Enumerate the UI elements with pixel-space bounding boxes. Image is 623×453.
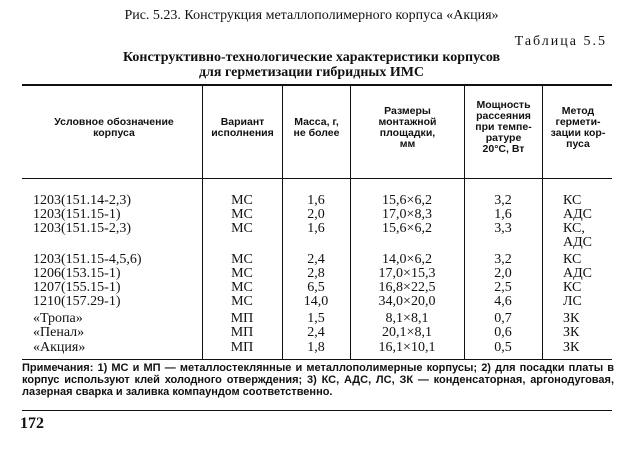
header-bottom-rule xyxy=(22,178,612,179)
page-number: 172 xyxy=(20,415,44,432)
table-row: 1203(151.15-4,5,6) МС 2,4 14,0×6,2 3,2 КС xyxy=(33,252,582,267)
table-row: 1203(151.15-2,3) МС 1,6 15,6×6,2 3,3 КС, xyxy=(33,221,585,236)
table-row: 1203(151.15-1) МС 2,0 17,0×8,3 1,6 АДС xyxy=(33,207,592,222)
table-bottom-rule xyxy=(22,359,612,360)
header-name: Условное обозначение корпуса xyxy=(54,116,174,139)
table-title xyxy=(0,50,623,80)
header-size: Размеры монтажной площадки, мм xyxy=(378,105,437,150)
notes-bottom-rule xyxy=(22,410,612,411)
table-row: 1203(151.14-2,3) МС 1,6 15,6×6,2 3,2 КС xyxy=(33,193,582,208)
header-variant: Вариант исполнения xyxy=(211,116,274,139)
figure-caption: Рис. 5.23. Конструкция металлополимерного корпуса «Акция» xyxy=(124,8,499,23)
table-row: «Акция» МП 1,8 16,1×10,1 0,5 ЗК xyxy=(33,340,580,355)
header-method: Метод гермети- зации кор- пуса xyxy=(550,105,606,150)
table-title-line-2: для герметизации гибридных ИМС xyxy=(198,65,425,80)
table-row: АДС xyxy=(563,235,592,250)
header-mass: Масса, г, не более xyxy=(293,116,340,139)
table-row: «Пенал» МП 2,4 20,1×8,1 0,6 ЗК xyxy=(33,325,580,340)
table-top-rule xyxy=(22,84,612,86)
table-row: 1206(153.15-1) МС 2,8 17,0×15,3 2,0 АДС xyxy=(33,266,592,281)
header-power: Мощность рассеяния при темпе- ратуре 20°С, Вт xyxy=(475,99,532,155)
table-title-line-1: Конструктивно-технологические характеристики корпусов xyxy=(122,50,501,65)
table-notes: Примечания: 1) МС и МП — металлостеклянные и металлополимерные корпусы; 2) для посадки платы в корпус используют клей холодного отверждения; 3) КС, АДС, ЛС, ЗК — конденсаторная, аргонодуговая, лазерная сварка и заливка компаундом соответственно. xyxy=(22,362,614,398)
table-number: Таблица 5.5 xyxy=(514,34,607,49)
table-row: 1210(157.29-1) МС 14,0 34,0×20,0 4,6 ЛС xyxy=(33,294,582,309)
table-row: «Тропа» МП 1,5 8,1×8,1 0,7 ЗК xyxy=(33,311,580,326)
table-row: 1207(155.15-1) МС 6,5 16,8×22,5 2,5 КС xyxy=(33,280,582,295)
